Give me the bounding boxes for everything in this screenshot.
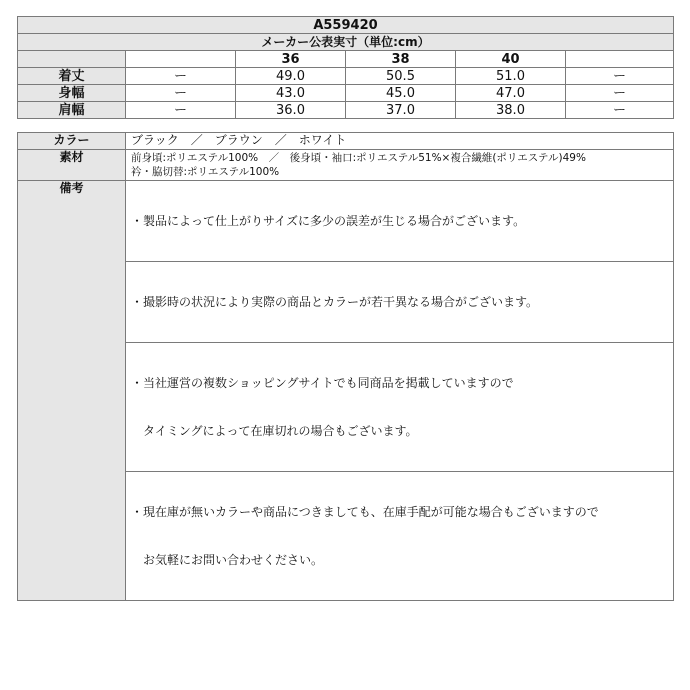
note-line: ・製品によって仕上がりサイズに多少の誤差が生じる場合がございます。 [131, 214, 526, 228]
size-caption: メーカー公表実寸（単位:cm） [18, 34, 674, 51]
measure-cell: 38.0 [456, 102, 566, 119]
notes-list [126, 181, 674, 601]
measure-cell: ー [566, 85, 674, 102]
material-line: 衿・脇切替:ポリエステル100% [131, 166, 280, 178]
measure-row-shoulder [18, 102, 674, 119]
note-line: タイミングによって在庫切れの場合もございます。 [131, 424, 418, 438]
material-line: 前身頃:ポリエステル100% ／ 後身頃・袖口:ポリエステル51%×複合繊維(ポリエステル)49% [131, 152, 586, 164]
measure-cell: 43.0 [236, 85, 346, 102]
note-item [126, 343, 673, 472]
measure-row-length [18, 68, 674, 85]
note-line: ・当社運営の複数ショッピングサイトでも同商品を掲載していますので [131, 376, 514, 390]
row-label: 着丈 [18, 68, 126, 85]
note-line: ・現在庫が無いカラーや商品につきましても、在庫手配が可能な場合もございますので [131, 505, 599, 519]
notes-row [18, 181, 674, 601]
size-header [126, 51, 236, 68]
measure-cell: ー [566, 68, 674, 85]
measure-cell: 45.0 [346, 85, 456, 102]
size-table [17, 16, 674, 119]
colors-value: ブラック ／ ブラウン ／ ホワイト [131, 133, 347, 147]
measure-cell: 50.5 [346, 68, 456, 85]
note-item [126, 472, 673, 600]
measure-cell: ー [566, 102, 674, 119]
colors-row [18, 133, 674, 150]
measure-cell: 51.0 [456, 68, 566, 85]
measure-cell: ー [126, 68, 236, 85]
measure-cell: 37.0 [346, 102, 456, 119]
notes-label: 備考 [18, 181, 126, 601]
measure-cell: 36.0 [236, 102, 346, 119]
row-label: 身幅 [18, 85, 126, 102]
row-label: 肩幅 [18, 102, 126, 119]
product-code: A559420 [18, 17, 674, 34]
note-line: お気軽にお問い合わせください。 [131, 553, 324, 567]
size-header: 36 [236, 51, 346, 68]
note-item [126, 181, 673, 262]
measure-cell: 49.0 [236, 68, 346, 85]
measure-cell: 47.0 [456, 85, 566, 102]
note-item [126, 262, 673, 343]
detail-table [17, 132, 674, 601]
material-row [18, 150, 674, 181]
size-header [566, 51, 674, 68]
colors-label: カラー [18, 133, 126, 150]
measure-cell: ー [126, 85, 236, 102]
size-header: 40 [456, 51, 566, 68]
note-line: ・撮影時の状況により実際の商品とカラーが若干異なる場合がございます。 [131, 295, 539, 309]
measure-row-width [18, 85, 674, 102]
size-header: 38 [346, 51, 456, 68]
material-label: 素材 [18, 150, 126, 181]
size-header-row [18, 51, 674, 68]
measure-cell: ー [126, 102, 236, 119]
size-header-corner [18, 51, 126, 68]
